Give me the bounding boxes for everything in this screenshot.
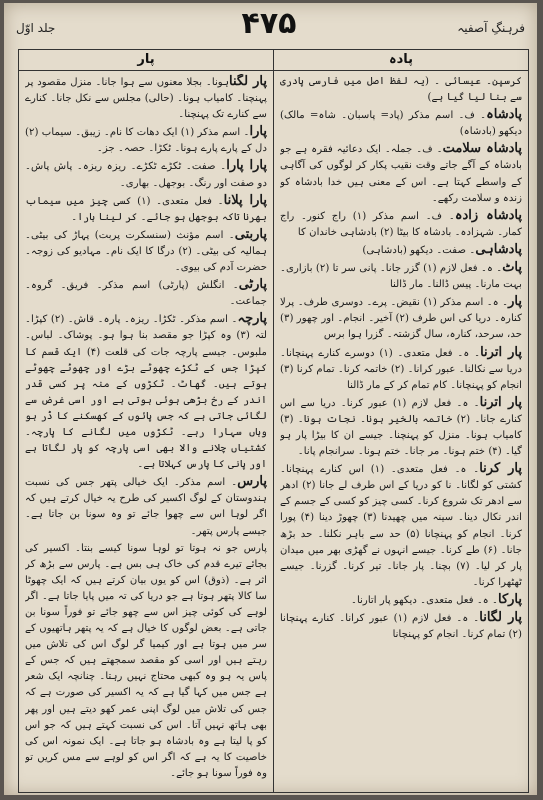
entry-headword: پار لگنا (229, 74, 267, 89)
page-number: ۴۷۵ (241, 6, 297, 41)
entry-definition: ۔ ہ۔ فعل لازم (۱) عبور کرنا۔ دریا سے اس کنارے جانا۔ (۲) خاتمہ بالخیر ہونا۔ نجات ہونا۔ (۳) کامیاب ہونا۔ منزل کو پہنچنا۔ جیسے ان کا بیڑا پار ہو گیا۔ (۴) ختم ہونا۔ مر جانا۔ ختم ہونا۔ سرانجام پانا۔ (280, 397, 522, 458)
entry-definition: ہونا۔ بجلا معنوں سے ہوا جانا۔ منزل مقصود پر پہنچنا۔ کامیاب ہونا۔ (حالی) مجلس سے نکل جانا۔ کنارے سے کنارے تک پہنچنا۔ (25, 77, 267, 121)
entry-definition: ۔ ہ۔ فعل متعدی۔ (۱) اس کنارے پہنچانا۔ کشتی کو لگانا۔ نا کو دریا کے اس طرف لے جانا (۲) ادھر سے ادھر تک شروع کرنا۔ کسی چیز کو کسی کے جسم کے اندر نکال دینا۔ سینہ میں چھیدنا (۳) چھوڑ دینا (۴) پورا کرنا۔ انجام کو پہنچانا (۵) حد سے باہر نکلنا۔ حد بڑھ جانا۔ (۶) طے کرنا۔ جیسے انہوں نے گھڑی بھر میں میدان پار کر لیا۔ (۷) بچنا۔ پار جانا۔ تیر کرنا۔ گزرنا۔ جیسے ٹھٹھرا کرنا۔ (280, 464, 522, 588)
page-header (4, 3, 537, 49)
dictionary-entry (25, 193, 267, 226)
dictionary-entry (280, 345, 522, 394)
entry-headword: پار (508, 294, 522, 310)
dictionary-entry (25, 158, 267, 191)
entry-definition: کرسپن۔ عیسائی ۔ (یہ لفظ اصل میں فارسی پادری سے بنا لیا گیا ہے) (280, 76, 522, 104)
dictionary-entry (280, 592, 522, 609)
dictionary-entry (25, 74, 267, 123)
entry-headword: پاربتی (234, 226, 267, 242)
entry-headword: پارا پلانا (223, 192, 267, 208)
entry-definition: ۔ صفت۔ ٹکڑے ٹکڑے۔ ریزہ ریزہ۔ پاش پاش۔ دو صفت اور رنگ۔ بوجھل۔ بھاری۔ (25, 161, 267, 189)
dictionary-entry (280, 260, 522, 293)
dictionary-entry (25, 124, 267, 157)
entry-headword: پارس (237, 474, 267, 490)
dictionary-entry (25, 227, 267, 276)
entry-definition: ۔ ہ۔ فعل متعدی۔ دیکھو پار اتارنا۔ (350, 594, 498, 606)
dictionary-entry (25, 474, 267, 539)
volume-label: جلد اوّل (16, 21, 56, 35)
entry-definition: ۔ ہ۔ اسم مذکر (۱) نقیض۔ پرے۔ دوسری طرف۔ پرلا کنارہ۔ دریا کی اس طرف (۲) آخیر۔ انجام۔ اور چھور (۳) حد، سرحد، کنارہ، سال گزشتہ۔ گزرا ہوا برس (280, 297, 522, 341)
entry-definition: ۔ صفت۔ دیکھو (بادشاہی) (362, 244, 476, 256)
entry-headword: پارکا (497, 591, 522, 607)
book-title: فرہنگِ آصفیہ (457, 21, 525, 35)
entry-definition: ۔ فعل متعدی۔ (۱) کسی چیز میں سیماب بھرنا تاکہ بوجھل ہو جائے۔ کر لینا ہارا۔ (25, 195, 267, 223)
left-column-heading: پار (19, 50, 273, 71)
entry-headword: پارا (249, 124, 267, 140)
entry-headword: پارٹی (238, 277, 267, 293)
dictionary-entry (280, 610, 522, 643)
entry-definition: ۔ انگلش (پارٹی) اسم مذکر۔ فریق۔ گروہ۔ جماعت۔ (25, 280, 267, 308)
entry-definition: ۔ ہ۔ فعل لازم (۱) عبور کرانا۔ کنارے پہنچانا (۲) تمام کرنا۔ انجام کو پہنچانا (280, 613, 522, 641)
entry-definition: پارس جو نہ ہوتا تو لوہا سونا کیسے بنتا۔ اکسیر کی بجائے تیرے قدم کی خاک ہی بس ہے۔ پارس سے بڑھ کر اثر ہے۔ (ذوق) اس کو یوں بیان کرتے ہیں کہ ایک چھوٹا سا کالا پتھر ہوتا ہے جو دریا کی تہ میں پایا جاتا ہے۔ اگر لوہے کی کوئی چیز اس سے چھو جائے تو فوراً سونا بن جاتی ہے۔ بعض لوگوں کا خیال ہے کہ یہ پتھر ہاتھیوں کے سر میں ہوتا ہے اور کیمیا گر لوگ اس کی تلاش میں رہتے ہیں اور اسی کو مقصد سمجھتے ہیں کہ جس کے پاس یہ ہو وہ کبھی محتاج نہیں رہتا۔ چنانچہ ایک شعر ہے جس میں کہا گیا ہے کہ یہ اکسیر کی صورت ہے کہ جس کی تلاش میں لوگ اپنی عمر کھو دیتے ہیں اور پھر بھی ہاتھ نہیں آتا۔ اس کی نسبت کہتے ہیں کہ جو اس کو پا لیتا ہے وہ بادشاہ ہو جاتا ہے۔ ایک نمونہ اس کی خاصیت کا یہ ہے کہ اگر اس کو لوہے سے مس کریں تو وہ فوراً سونا ہو جائے۔ (25, 542, 267, 779)
right-column (280, 74, 522, 786)
entry-headword: پارچہ (237, 311, 267, 327)
entry-headword: پادشاہ سلامت (442, 141, 522, 157)
dictionary-entry (280, 141, 522, 206)
entry-headword: پارا پارا (226, 158, 267, 174)
dictionary-entry (280, 74, 522, 106)
dictionary-page (4, 3, 537, 795)
entry-headword: پادشاہ (486, 107, 522, 123)
entry-definition: ۔ اسم مذکر۔ ٹکڑا۔ ریزہ۔ پارہ۔ قاش۔ (۲) کپڑا۔ لتہ (۳) وہ کپڑا جو مقصد بنا ہوا ہو۔ پوشاک۔ لباس۔ ملبوس۔ جیسے پارچہ جات کی قلعت (۴) ایک قسم کا کپڑا جس کے ٹکڑے چھوٹے بڑے اور چھوٹے چھوٹے ہوتے ہیں۔ گھاٹ۔ ٹکڑوں کے منہ پر کسی قدر اندر کے رخ بڑھی ہوئی ہوتی ہے اور اسی غرض سے لگائی جاتی ہے کہ جس پائوں کے کھسکنے کا ڈر ہو وہاں سہارا رہے۔ ٹکڑوں میں لگانے کا پارچہ۔ کشتیاں چلانے والا بھی اسی پارچہ کو پار لگاتا ہے اور پانی کا پارس کہلاتا ہے۔ (25, 314, 267, 471)
page-frame (18, 49, 529, 793)
left-column (25, 74, 267, 786)
dictionary-entry (25, 311, 267, 473)
dictionary-entry (25, 277, 267, 310)
entry-definition: ۔ ہ۔ فعل متعدی۔ (۱) دوسرے کنارے پہنچانا۔ دریا سے نکالنا۔ عبور کرانا۔ (۲) خاتمہ کرنا۔ تمام کرنا (۳) انجام کو پہنچانا۔ کام تمام کر کے مار ڈالنا (280, 347, 522, 391)
entry-definition: ۔ ف۔ جملہ۔ ایک دعائیہ فقرہ ہے جو بادشاہ کے آگے جاتے وقت نقیب پکار کر لوگوں کی آگاہی کے واسطے کہتا ہے۔ اس کے معنی ہیں خدا بادشاہ کو زندہ و سلامت رکھے۔ (280, 144, 522, 204)
entry-definition: ۔ اسم مذکر۔ ایک خیالی پتھر جس کی نسبت ہندوستان کے لوگ اکسیر کی طرح یہ خیال کرتے ہیں کہ اگر لوہا اس سے چھوا جائے تو وہ سونا بن جاتا ہے۔ جیسے پارس پتھر۔ (25, 477, 267, 537)
dictionary-entry (280, 395, 522, 460)
dictionary-entry (280, 461, 522, 591)
dictionary-entry (280, 208, 522, 241)
entry-headword: پار اترنا (480, 344, 522, 360)
entry-headword: پاٹ (502, 260, 522, 276)
entry-headword: پادشاہ زادہ (454, 207, 522, 223)
entry-definition: ۔ ہ۔ فعل لازم (۱) گزر جانا۔ پانی سر تا (۲) بازاری۔ بہت مارنا۔ پیس ڈالنا۔ مار ڈالنا (280, 263, 522, 291)
dictionary-entry (280, 242, 522, 259)
entry-headword: پار کرنا (479, 461, 522, 477)
entry-headword: پادشاہی (475, 241, 522, 257)
entry-definition: ۔ اسم مؤنث (سنسکرت پربت) پہاڑ کی بیٹی۔ ہمالیہ کی بیٹی۔ (۲) درگا کا ایک نام۔ مہادیو کی زوجہ۔ حضرت آدم کی بیوی۔ (25, 229, 267, 274)
entry-definition: ۔ ف۔ اسم مذکر (۱) راج کنور۔ راج کمار۔ شہزادہ۔ بادشاہ کا بیٹا (۲) بادشاہی خاندان کا (280, 210, 522, 238)
right-column-heading: پادہ (274, 50, 528, 71)
column-divider (273, 50, 274, 792)
dictionary-entry (25, 541, 267, 782)
entry-headword: پار اترنا (479, 394, 522, 410)
entry-definition: ۔ اسم مذکر (۱) ایک دھات کا نام۔ زیبق۔ سیماب (۲) دل کے پارے پارے ہونا۔ ٹکڑا۔ حصہ۔ جز۔ (25, 127, 267, 155)
entry-headword: پار لگانا (479, 610, 522, 625)
dictionary-entry (280, 107, 522, 140)
entry-definition: ۔ ف۔ اسم مذکر (پاد= پاسبان۔ شاہ= مالک) دیکھو (بادشاہ) (280, 110, 522, 138)
dictionary-entry (280, 294, 522, 343)
